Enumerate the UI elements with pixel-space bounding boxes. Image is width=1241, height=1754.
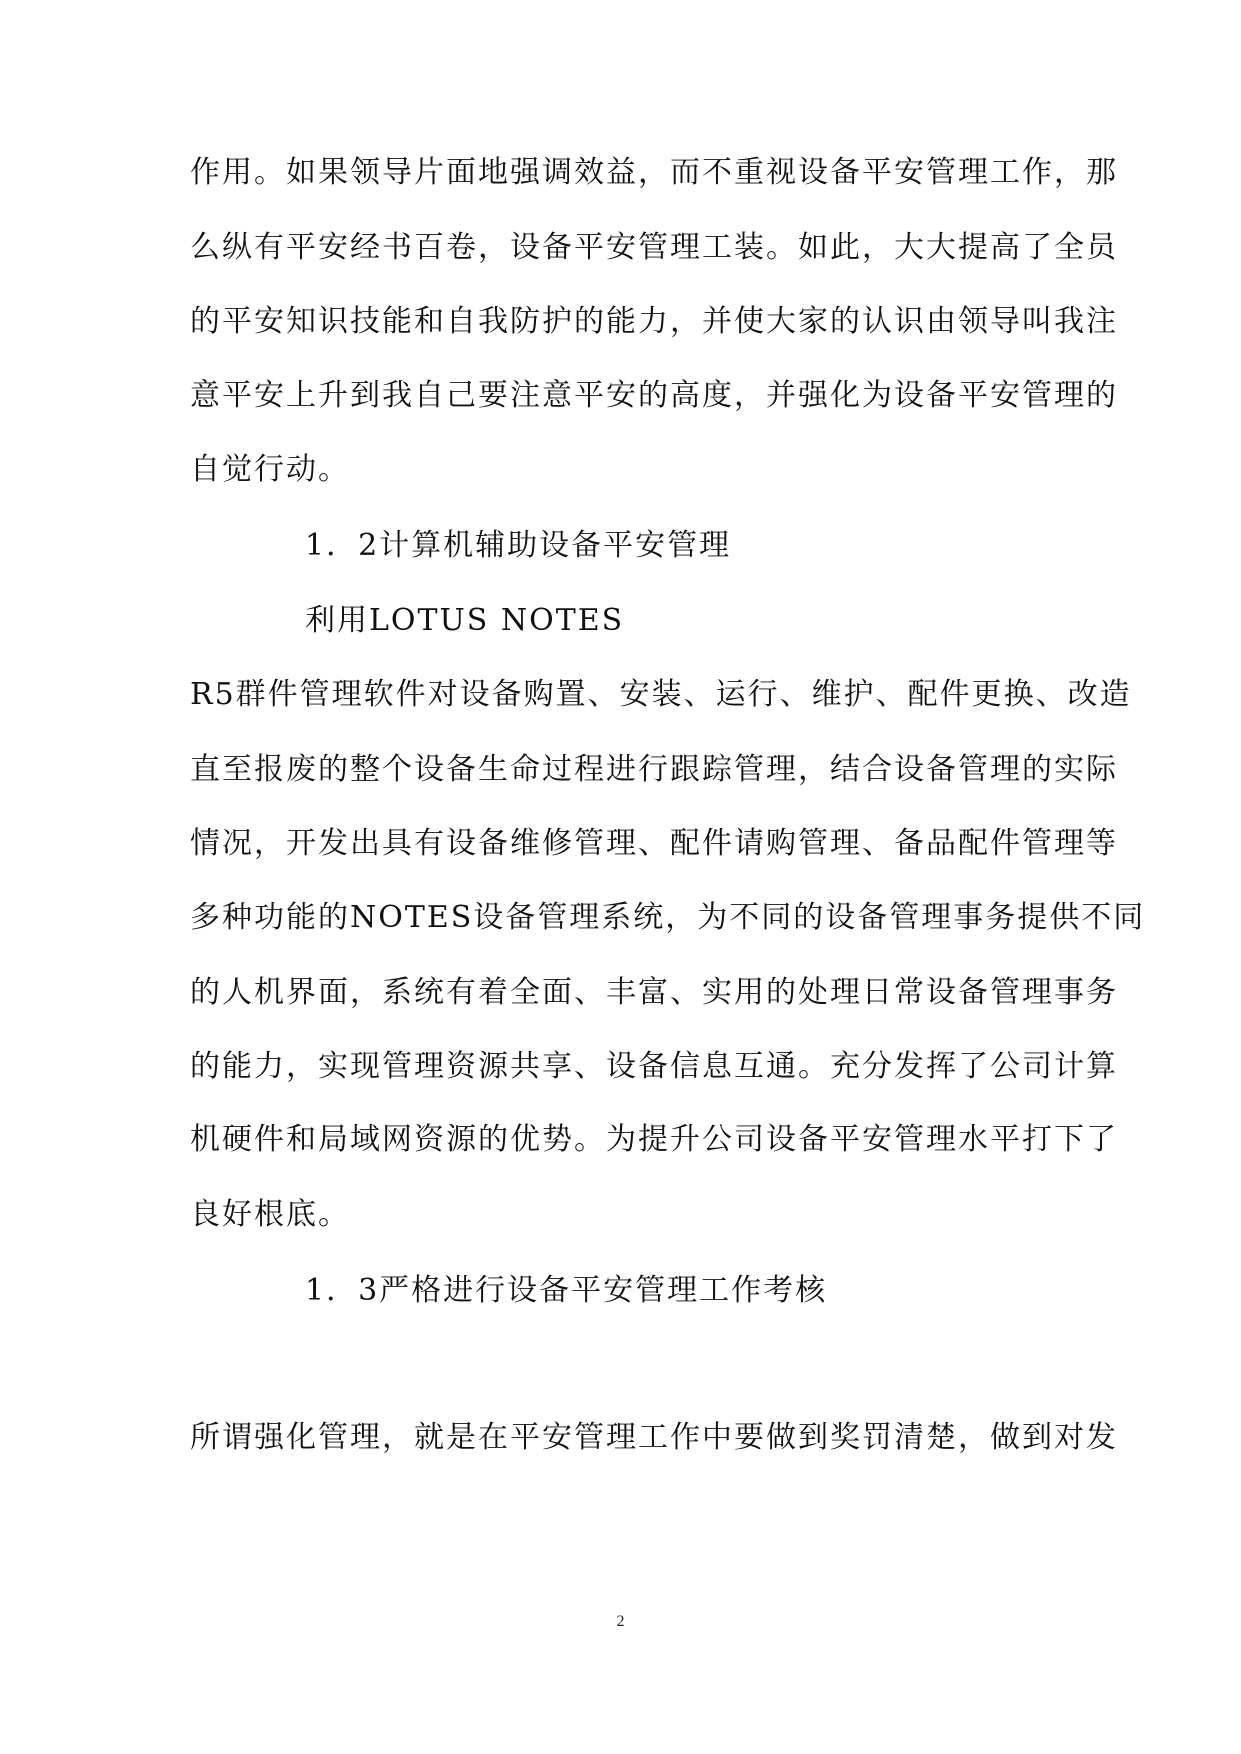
section-heading: 1．2计算机辅助设备平安管理 — [305, 528, 732, 563]
paragraph-line: 的平安知识技能和自我防护的能力，并使大家的认识由领导叫我注 — [190, 304, 1118, 339]
paragraph-line: 利用LOTUS NOTES — [305, 603, 625, 638]
paragraph-line: 么纵有平安经书百卷，设备平安管理工装。如此，大大提高了全员 — [190, 230, 1118, 265]
paragraph-line: 的人机界面，系统有着全面、丰富、实用的处理日常设备管理事务 — [190, 975, 1118, 1010]
page-number: 2 — [616, 1613, 625, 1630]
paragraph-line: 意平安上升到我自己要注意平安的高度，并强化为设备平安管理的 — [190, 378, 1118, 413]
section-heading: 1．3严格进行设备平安管理工作考核 — [305, 1273, 828, 1308]
paragraph-line: 自觉行动。 — [190, 452, 350, 487]
paragraph-line: 所谓强化管理，就是在平安管理工作中要做到奖罚清楚，做到对发 — [190, 1420, 1118, 1455]
paragraph-line: 多种功能的NOTES设备管理系统，为不同的设备管理事务提供不同 — [190, 900, 1146, 935]
paragraph-line: R5群件管理软件对设备购置、安装、运行、维护、配件更换、改造 — [190, 677, 1132, 712]
paragraph-line: 的能力，实现管理资源共享、设备信息互通。充分发挥了公司计算 — [190, 1049, 1118, 1084]
paragraph-line: 机硬件和局域网资源的优势。为提升公司设备平安管理水平打下了 — [190, 1122, 1118, 1157]
paragraph-line: 情况，开发出具有设备维修管理、配件请购管理、备品配件管理等 — [190, 826, 1118, 861]
paragraph-line: 良好根底。 — [190, 1197, 350, 1232]
paragraph-line: 直至报废的整个设备生命过程进行跟踪管理，结合设备管理的实际 — [190, 752, 1118, 787]
paragraph-line: 作用。如果领导片面地强调效益，而不重视设备平安管理工作，那 — [190, 155, 1118, 190]
